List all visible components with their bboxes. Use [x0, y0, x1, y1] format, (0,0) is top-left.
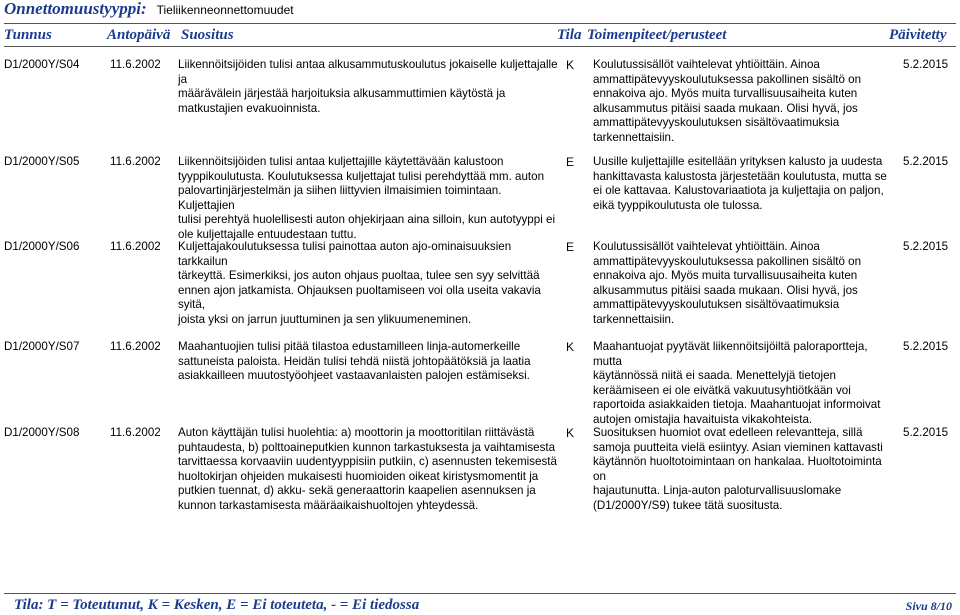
row-actions — [593, 155, 893, 213]
action-line: käytännössä niitä ei saada. Menettelyjä tietojen — [593, 369, 836, 383]
action-line: alkusammutus pitäisi saada mukaan. Olisi hyvä, jos — [593, 283, 858, 297]
action-line: autojen omistajia havaituista vikakohteista. — [593, 412, 813, 426]
row-updated: 5.2.2015 — [903, 58, 949, 71]
row-id: D1/2000Y/S08 — [4, 426, 80, 439]
action-line: alkusammutus pitäisi saada mukaan. Olisi hyvä, jos — [593, 101, 858, 115]
action-line: ammattipätevyyskoulutuksessa pakollinen sisältö on — [593, 72, 862, 86]
recommendation-line: ole kuljettajalle entuudestaan tuttu. — [178, 227, 357, 241]
column-header-paivitetty: Päivitetty — [889, 27, 947, 43]
recommendation-line: Maahantuojien tulisi pitää tilastoa edustamilleen linja-automerkeille — [178, 340, 521, 353]
action-line: ei ole kattavaa. Kalustovariaatiota ja kuljettajia on paljon, — [593, 184, 884, 198]
action-line: tarkennettaisiin. — [593, 312, 675, 326]
action-line: raportoida asiakkaiden tietoja. Maahantuojat informoivat — [593, 398, 881, 412]
action-line: hajautunutta. Linja-auton paloturvallisuuslomake — [593, 484, 842, 498]
action-line: Koulutussisällöt vaihtelevat yhtiöittäin. Ainoa — [593, 58, 820, 71]
status-badge: K — [566, 340, 575, 354]
row-id: D1/2000Y/S04 — [4, 58, 80, 71]
action-line: ammattipätevyyskoulutuksessa pakollinen sisältö on — [593, 254, 862, 268]
action-line: Suosituksen huomiot ovat edelleen relevantteja, sillä — [593, 426, 863, 439]
column-header-suositus: Suositus — [181, 27, 234, 43]
row-actions — [593, 426, 893, 514]
recommendation-line: huoltokirjan ohjeiden mukaisesti huomioiden oikeat kiristysmomentit ja — [178, 469, 539, 483]
action-line: (D1/2000Y/S9) tukee tätä suositusta. — [593, 498, 783, 512]
recommendation-line: palovartinjärjestelmän ja siihen liittyvien ilmaisimien toimintaan. Kuljettajien — [178, 184, 502, 212]
recommendation-line: putkien tuennat, d) akku- sekä generaattorin kaapelien asennuksen ja — [178, 484, 536, 498]
recommendation-line: kunnon tarkastamisesta määräaikaishuoltojen yhteydessä. — [178, 498, 479, 512]
row-date: 11.6.2002 — [110, 240, 161, 253]
column-header-tila: Tila — [557, 27, 582, 43]
row-recommendation — [178, 240, 558, 328]
recommendation-line: määrävälein järjestää harjoituksia alkusammuttimien käytöstä ja — [178, 87, 506, 101]
recommendation-line: ennen ajon jatkamista. Ohjauksen puoltamiseen voi olla useita vakavia syitä, — [178, 283, 541, 312]
action-line: keräämiseen ei ole eivätkä vakuutusyhtiötkään voi — [593, 383, 851, 397]
recommendation-line: Liikennöitsijöiden tulisi antaa alkusammutuskoulutus jokaiselle kuljettajalle ja — [178, 58, 558, 86]
recommendation-line: matkustajien evakuoinnista. — [178, 101, 321, 115]
row-id: D1/2000Y/S06 — [4, 240, 80, 253]
column-header-toimenpiteet: Toimenpiteet/perusteet — [587, 27, 727, 43]
document-title — [4, 0, 294, 19]
action-line: hankittavasta kalustosta järjestetään koulutusta, mutta se — [593, 169, 887, 183]
row-updated: 5.2.2015 — [903, 155, 949, 168]
row-date: 11.6.2002 — [110, 155, 161, 168]
action-line: Uusille kuljettajille esitellään yrityksen kalusto ja uudesta — [593, 155, 883, 168]
status-badge: E — [566, 240, 575, 254]
recommendation-line: tärkeyttä. Esimerkiksi, jos auton ohjaus puoltaa, tulee sen syy selvittää — [178, 269, 540, 283]
action-line: käytännön huoltotoimintaan on hankalaa. Huoltotoiminta on — [593, 455, 882, 483]
row-date: 11.6.2002 — [110, 58, 161, 71]
row-recommendation — [178, 426, 558, 514]
row-updated: 5.2.2015 — [903, 426, 949, 439]
row-actions — [593, 240, 893, 328]
row-id: D1/2000Y/S07 — [4, 340, 80, 353]
row-actions — [593, 58, 893, 146]
row-updated: 5.2.2015 — [903, 240, 949, 253]
column-header-tunnus: Tunnus — [4, 27, 52, 43]
action-line: Maahantuojat pyytävät liikennöitsijöiltä paloraportteja, mutta — [593, 340, 868, 368]
recommendation-line: Auton käyttäjän tulisi huolehtia: a) moottorin ja moottoritilan riittävästä — [178, 426, 535, 439]
recommendation-line: Liikennöitsijöiden tulisi antaa kuljettajille käytettävään kalustoon — [178, 155, 504, 168]
action-line: ennakoiva ajo. Myös muita turvallisuusaiheita kuten — [593, 269, 858, 283]
recommendation-line: asiakkailleen muutostyöohjeet vastaavanlaisten palojen estämiseksi. — [178, 369, 530, 383]
recommendation-line: tyyppikoulutusta. Koulutuksessa kuljettajat tulisi perehdyttää mm. auton — [178, 169, 545, 183]
recommendation-line: Kuljettajakoulutuksessa tulisi painottaa auton ajo-ominaisuuksien tarkkailun — [178, 240, 512, 268]
page-number: Sivu 8/10 — [905, 599, 952, 613]
header-divider-bottom — [4, 46, 956, 47]
column-header-antopaiva: Antopäivä — [107, 27, 171, 43]
recommendation-line: joista yksi on jarrun juuttuminen ja sen ylikuumeneminen. — [178, 312, 472, 326]
recommendation-line: tulisi perehtyä huolellisesti auton ohjekirjaan aina silloin, kun autotyyppi ei — [178, 213, 556, 227]
status-legend: Tila: T = Toteutunut, K = Kesken, E = Ei toteuteta, - = Ei tiedossa — [14, 597, 420, 613]
row-recommendation — [178, 155, 558, 243]
recommendation-line: puhtaudesta, b) polttoaineputkien kunnon tarkastuksesta ja vaihtamisesta — [178, 440, 556, 454]
title-label: Onnettomuustyyppi: — [4, 0, 147, 18]
recommendation-line: tarvittaessa korvaaviin uudentyyppisiin putkiin, c) asennusten tekemisestä — [178, 455, 557, 469]
row-actions — [593, 340, 893, 428]
row-id: D1/2000Y/S05 — [4, 155, 80, 168]
row-recommendation — [178, 58, 558, 116]
row-updated: 5.2.2015 — [903, 340, 949, 353]
action-line: ammattipätevyyskoulutuksen sisältövaatimuksia — [593, 298, 840, 312]
recommendation-line: sattuneista paloista. Heidän tulisi tehdä niistä johtopäätöksiä ja laatia — [178, 354, 531, 368]
header-divider-top — [4, 23, 956, 24]
footer-divider — [4, 593, 956, 594]
row-date: 11.6.2002 — [110, 340, 161, 353]
status-badge: K — [566, 58, 575, 72]
action-line: Koulutussisällöt vaihtelevat yhtiöittäin. Ainoa — [593, 240, 820, 253]
row-recommendation — [178, 340, 558, 384]
action-line: tarkennettaisiin. — [593, 130, 675, 144]
action-line: samoja puutteita vielä esiintyy. Asian vieminen kattavasti — [593, 440, 883, 454]
status-badge: K — [566, 426, 575, 440]
row-date: 11.6.2002 — [110, 426, 161, 439]
status-badge: E — [566, 155, 575, 169]
action-line: eikä tyyppikoulutusta ole tulossa. — [593, 198, 763, 212]
title-value: Tieliikenneonnettomuudet — [156, 3, 294, 17]
action-line: ammattipätevyyskoulutuksen sisältövaatimuksia — [593, 116, 840, 130]
action-line: ennakoiva ajo. Myös muita turvallisuusaiheita kuten — [593, 87, 858, 101]
